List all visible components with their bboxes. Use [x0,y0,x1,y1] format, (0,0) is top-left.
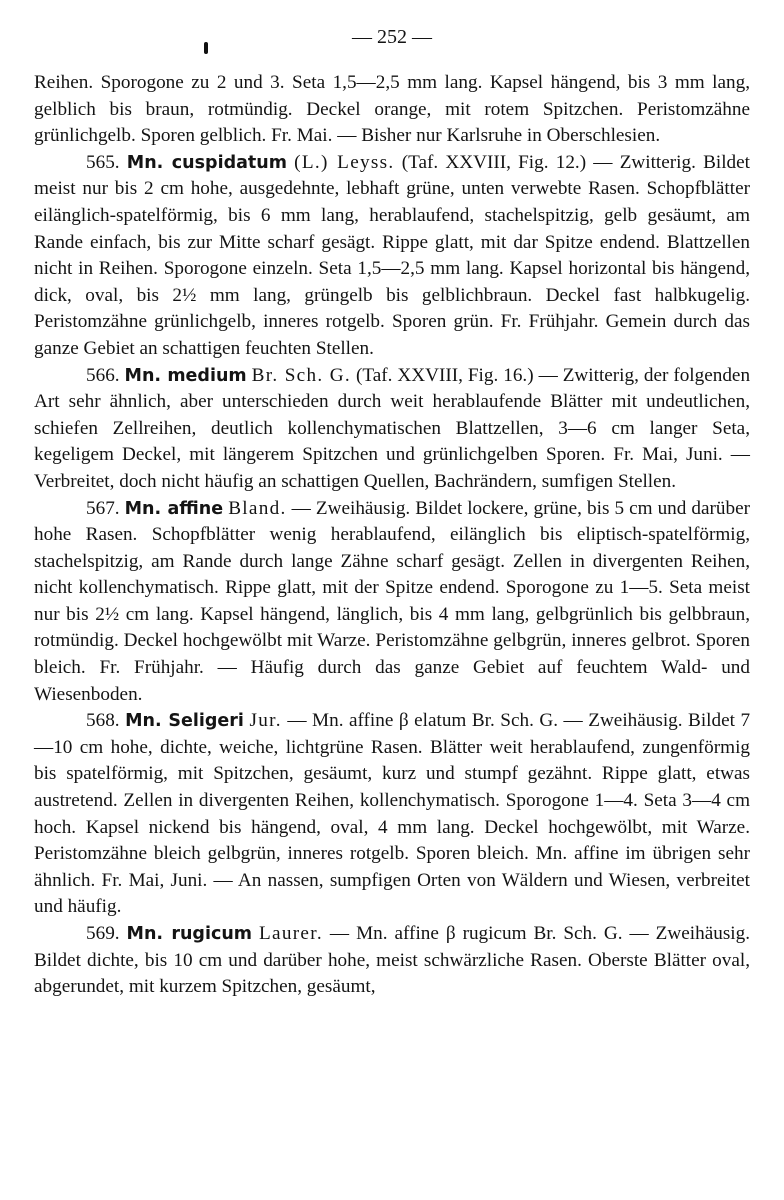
entry-text: — Mn. affine β elatum Br. Sch. G. — Zweihäusig. Bildet 7—10 cm hohe, dichte, weiche, lichtgrüne Rasen. Blätter weit herablaufend, zungenförmig bis spatelförmig, mit Spitzchen, gesäumt, kurz und stumpf gezähnt. Rippe glatt, etwas austretend. Zellen in divergenten Reihen, kollenchymatisch. Sporogone 1—4. Seta 3—4 cm hoch. Kapsel nickend bis hängend, oval, 4 mm lang. Deckel hochgewölbt, mit Warze. Peristomzähne bleich gelbgrün, inneres rotgelb. Sporen bleich. Mn. affine im übrigen sehr ähnlich. Fr. Mai, Juni. — An nassen, sumpfigen Orten von Wäldern und Wiesen, verbreitet und häufig. [34,710,751,918]
entry-number: 568. [86,710,120,732]
paragraph-text: Reihen. Sporogone zu 2 und 3. Seta 1,5—2,5 mm lang. Kapsel hängend, bis 3 mm lang, gelblich bis braun, rotmündig. Deckel orange, mit rotem Spitzchen. Peristomzähne grünlichgelb. Sporen gelblich. Fr. Mai. — Bisher nur Karlsruhe in Oberschlesien. [34,72,750,147]
species-name: Mn. affine [124,498,224,519]
entry-text: — Mn. affine β rugicum Br. Sch. G. — Zweihäusig. Bildet dichte, bis 10 cm und darüber hohe, meist schwärzliche Rasen. Oberste Blätter oval, abgerundet, mit kurzem Spitzchen, gesäumt, [34,923,751,998]
entry-text: — Zweihäusig. Bildet lockere, grüne, bis 5 cm und darüber hohe Rasen. Schopfblätter wenig herablaufend, eilänglich bis eliptisch-spatelförmig, stachelspitzig, am Rande durch lange Zähne scharf gesägt. Zellen in divergenten Reihen, nicht kollenchymatisch. Rippe glatt, mit der Spitze endend. Sporogone zu 1—5. Seta meist nur bis 2½ cm lang. Kapsel hängend, länglich, bis 4 mm lang, gelbgrünlich bis gelbbraun, rotmündig. Deckel hochgewölbt mit Warze. Peristomzähne gelbgrün, inneres gelbrot. Sporen bleich. Fr. Frühjahr. — Häufig durch das ganze Gebiet auf feuchtem Wald- und Wiesenboden. [34,497,750,705]
species-name: Mn. rugicum [126,924,253,944]
ink-speck [204,42,208,54]
species-author: Br. Sch. G. [251,364,351,386]
entry-text: (Taf. XXVIII, Fig. 16.) — Zwitterig, der folgenden Art sehr ähnlich, aber unterschieden durch weit herablaufende Blätter mit undeutlichen, schiefen Zellreihen, deutlich kollenchymatischen Blattzellen, 3—6 cm langer Seta, kegeligem Deckel, mit längerem Spitzchen und grünlichgelben Sporen. Fr. Mai, Juni. — Verbreitet, doch nicht häufig an schattigen Quellen, Bachrändern, sumfigen Stellen. [34,364,751,492]
species-name: Mn. cuspidatum [126,152,287,173]
species-author: (L.) Leyss. [294,151,395,173]
species-entry-566 [34,363,750,496]
entry-number: 569. [86,923,120,944]
entry-number: 565. [86,151,120,173]
entry-number: 567. [86,497,120,519]
species-author: Bland. [228,497,287,519]
entry-text: (Taf. XXVIII, Fig. 12.) — Zwitterig. Bildet meist nur bis 2 cm hohe, ausgedehnte, lebhaft grüne, unten verwebte Rasen. Schopfblätter eilänglich-spatelförmig, bis 6 mm lang, herablaufend, stachelspitzig, gelb gesäumt, am Rande einfach, bis zur Mitte scharf gesägt. Rippe glatt, mit dar Spitze endend. Blattzellen nicht in Reihen. Sporogone einzeln. Seta 1,5—2,5 mm lang. Kapsel horizontal bis hängend, dick, oval, bis 2½ mm lang, grüngelb bis gelblichbraun. Deckel fast halbkugelig. Peristomzähne grünlichgelb, inneres rotgelb. Sporen grün. Fr. Frühjahr. Gemein durch das ganze Gebiet an schattigen feuchten Stellen. [34,151,750,359]
species-entry-568 [34,708,750,921]
entry-number: 566. [86,364,120,386]
species-name: Mn. medium [124,365,247,386]
species-name: Mn. Seligeri [125,711,244,732]
species-entry-567 [34,496,750,709]
species-author: Jur. [249,710,282,732]
species-author: Laurer. [258,923,323,944]
species-entry-565 [34,150,750,363]
page-body [34,70,750,1001]
species-entry-569 [34,921,750,1001]
paragraph-continuation [34,70,750,150]
page-number: — 252 — [352,26,432,48]
